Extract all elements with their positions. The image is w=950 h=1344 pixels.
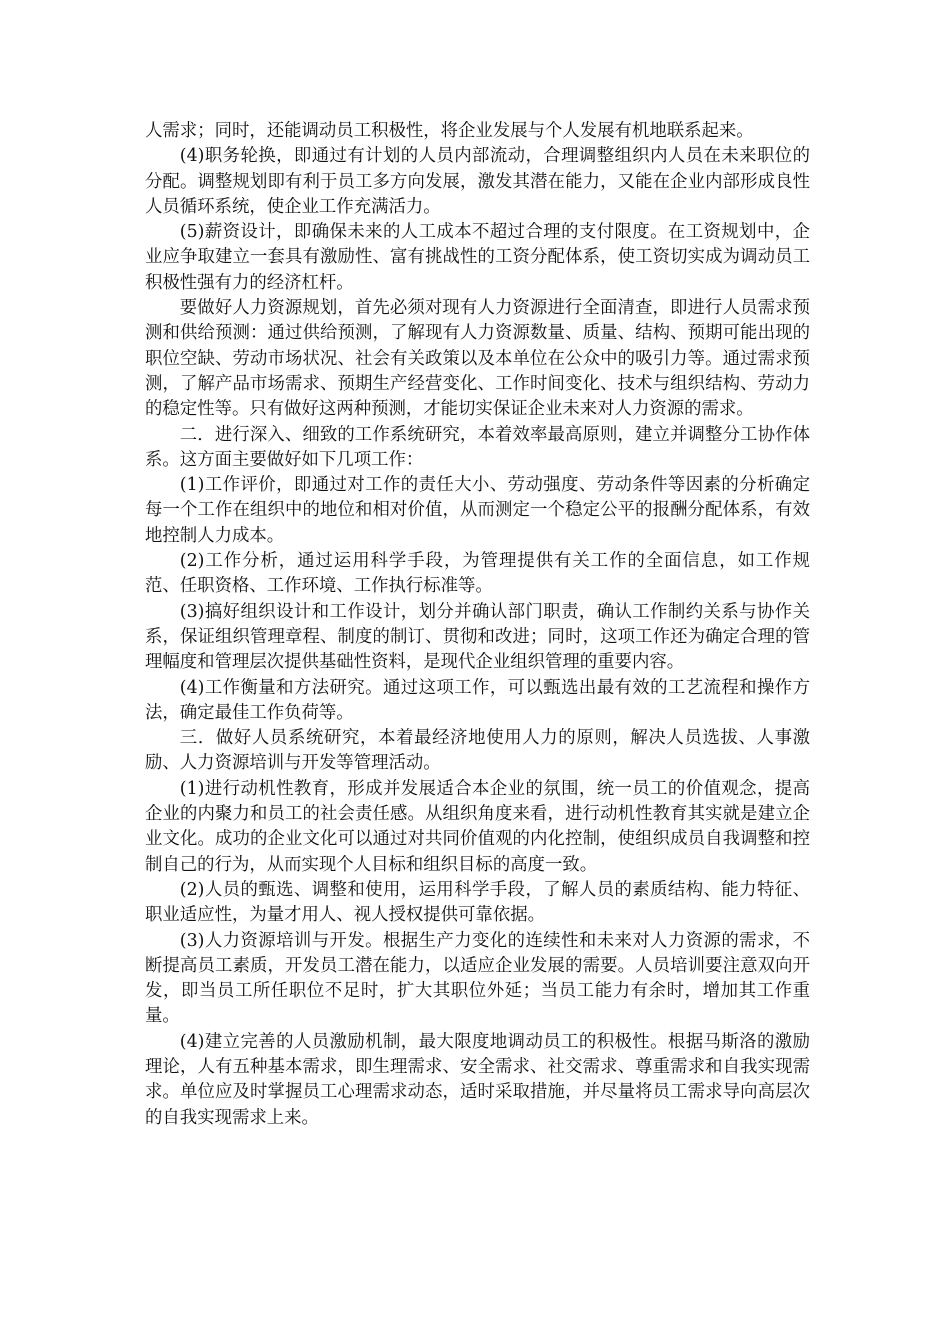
paragraph-org-design: (3)搞好组织设计和工作设计，划分并确认部门职责，确认工作制约关系与协作关系，保证组织管理章程、制度的制订、贯彻和改进；同时，这项工作还为确定合理的管理幅度和管理层次提供基础性资料，是现代企业组织管理的重要内容。 (145, 601, 810, 673)
document-body (145, 119, 810, 1131)
paragraph-incentive-mechanism: (4)建立完善的人员激励机制，最大限度地调动员工的积极性。根据马斯洛的激励理论，人有五种基本需求，即生理需求、安全需求、社交需求、尊重需求和自我实现需求。单位应及时掌握员工心理需求动态，适时采取措施，并尽量将员工需求导向高层次的自我实现需求上来。 (145, 1031, 810, 1128)
paragraph-personnel-selection: (2)人员的甄选、调整和使用，运用科学手段，了解人员的素质结构、能力特征、职业适应性，为量才用人、视人授权提供可靠依据。 (145, 879, 810, 926)
paragraph-continuation: 人需求；同时，还能调动员工积极性，将企业发展与个人发展有机地联系起来。 (145, 121, 754, 141)
paragraph-job-evaluation: (1)工作评价，即通过对工作的责任大小、劳动强度、劳动条件等因素的分析确定每一个工作在组织中的地位和相对价值，从而测定一个稳定公平的报酬分配体系，有效地控制人力成本。 (145, 475, 810, 546)
paragraph-job-rotation: (4)职务轮换，即通过有计划的人员内部流动，合理调整组织内人员在未来职位的分配。调整规划即有利于员工多方向发展，激发其潜在能力，又能在企业内部形成良性人员循环系统，使企业工作充满活力。 (145, 146, 810, 217)
section-heading-work-system: 二．进行深入、细致的工作系统研究，本着效率最高原则，建立并调整分工协作体系。这方面主要做好如下几项工作： (145, 424, 810, 470)
paragraph-training-development: (3)人力资源培训与开发。根据生产力变化的连续性和未来对人力资源的需求，不断提高员工素质，开发员工潜在能力，以适应企业发展的需要。人员培训要注意双向开发，即当员工所任职位不足时，扩大其职位外延；当员工能力有余时，增加其工作重量。 (145, 930, 810, 1027)
paragraph-salary-design: (5)薪资设计，即确保未来的人工成本不超过合理的支付限度。在工资规划中，企业应争取建立一套具有激励性、富有挑战性的工资分配体系，使工资切实成为调动员工积极性强有力的经济杠杆。 (145, 222, 810, 293)
section-heading-personnel-system: 三．做好人员系统研究，本着最经济地使用人力的原则，解决人员选拔、人事激励、人力资源培训与开发等管理活动。 (145, 728, 810, 774)
paragraph-job-analysis: (2)工作分析，通过运用科学手段，为管理提供有关工作的全面信息，如工作规范、任职资格、工作环境、工作执行标准等。 (145, 551, 810, 597)
paragraph-work-measurement: (4)工作衡量和方法研究。通过这项工作，可以甄选出最有效的工艺流程和操作方法，确定最佳工作负荷等。 (145, 677, 810, 723)
paragraph-hr-planning: 要做好人力资源规划，首先必须对现有人力资源进行全面清查，即进行人员需求预测和供给预测：通过供给预测，了解现有人力资源数量、质量、结构、预期可能出现的职位空缺、劳动市场状况、社会有关政策以及本单位在公众中的吸引力等。通过需求预测，了解产品市场需求、预期生产经营变化、工作时间变化、技术与组织结构、劳动力的稳定性等。只有做好这两种预测，才能切实保证企业未来对人力资源的需求。 (145, 298, 810, 420)
paragraph-motivation-education: (1)进行动机性教育，形成并发展适合本企业的氛围，统一员工的价值观念，提高企业的内聚力和员工的社会责任感。从组织角度来看，进行动机性教育其实就是建立企业文化。成功的企业文化可以通过对共同价值观的内化控制，使组织成员自我调整和控制自己的行为，从而实现个人目标和组织目标的高度一致。 (145, 778, 810, 875)
